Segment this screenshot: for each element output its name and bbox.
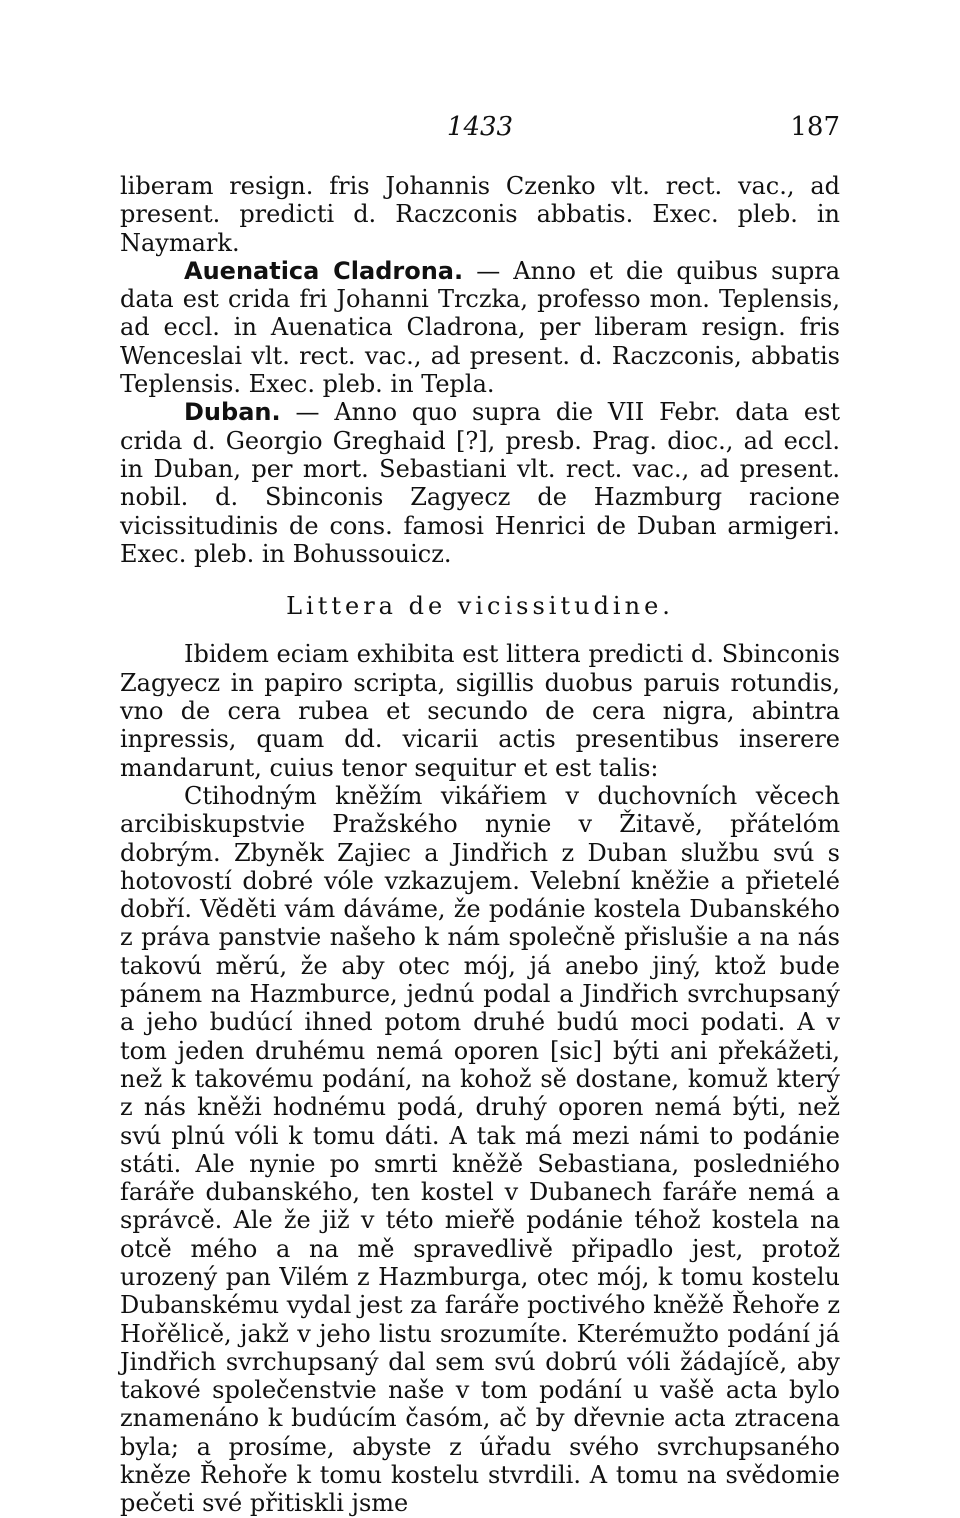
entry-heading-auenatica-cladrona: Auenatica Cladrona. bbox=[184, 256, 464, 285]
paragraph-ibidem: Ibidem eciam exhibita est littera predicti d. Sbinconis Zagyecz in papiro scripta, sigillis duobus paruis rotundis, vno de cera rubea et secundo de cera nigra, abintra inpressis, quam dd. vicarii actis presentibus inserere mandarunt, cuius tenor sequitur et est talis: bbox=[120, 640, 840, 782]
running-head-year: 1433 bbox=[446, 112, 514, 142]
body-text bbox=[120, 172, 840, 1518]
entry-text-duban: — Anno quo supra die VII Febr. data est crida d. Georgio Greghaid [?], presb. Prag. dioc., ad eccl. in Duban, per mort. Sebastiani vlt. rect. vac., ad present. nobil. d. Sbinconis Zagyecz de Hazmburg racione vicissitudinis de cons. famosi Henrici de Duban armigeri. Exec. pleb. in Bohussouicz. bbox=[120, 398, 840, 568]
paragraph-auenatica-cladrona bbox=[120, 257, 840, 398]
paragraph-duban bbox=[120, 398, 840, 568]
entry-heading-duban: Duban. bbox=[184, 398, 281, 427]
paragraph-letter-czech: Ctihodným kněžím vikářiem v duchovních věcech arcibiskupstvie Pražského nynie v Žitavě, přátelóm dobrým. Zbyněk Zajiec a Jindřich z Duban službu svú s hotovostí dobré vóle vzkazujem. Velební kněžie a přietelé dobří. Věděti vám dáváme, že podánie kostela Dubanského z práva panstvie našeho k nám společně přislušie a na nás takovú měrú, že aby otec mój, já anebo jiný, ktož bude pánem na Hazmburce, jednú podal a Jindřich svrchupsaný a jeho budúcí ihned potom druhé budú moci podati. A v tom jeden druhému nemá oporen [sic] býti ani překážeti, než k takovému podání, na kohož sě dostane, komuž který z nás kněži hodnému podá, druhý oporen nemá býti, než svú plnú vóli k tomu dáti. A tak má mezi námi to podánie státi. Ale nynie po smrti kněžě Sebastiana, posledniého faráře dubanského, ten kostel v Dubanech faráře nemá a správcě. Ale že již v této mieřě podánie téhož kostela na otcě mého a na mě spravedlivě připadlo jest, protož urozený pan Vilém z Hazmburga, otec mój, k tomu kostelu Dubanskému vydal jest za faráře poctivého kněžě Řehoře z Hořělicě, jakž v jeho listu srozumíte. Kterémužto podání já Jindřich svrchupsaný dal sem svú dobrú vóli žádajícě, aby takové společenstvie naše v tom podání u vašě acta bylo znamenáno k budúcím časóm, ač by dřevnie acta ztracena byla; a prosíme, abyste z úřadu svého svrchupsaného kněze Řehoře k tomu kostelu stvrdili. A tomu na svědomie pečeti své přitiskli jsme bbox=[120, 781, 840, 1518]
page-number: 187 bbox=[790, 112, 840, 142]
page-header bbox=[120, 112, 840, 152]
entry-text-auenatica-cladrona: — Anno et die quibus supra data est crida fri Johanni Trczka, professo mon. Teplensis, ad eccl. in Auenatica Cladrona, per liberam resign. fris Wenceslai vlt. rect. vac., ad present. d. Raczconis, abbatis Teplensis. Exec. pleb. in Tepla. bbox=[120, 256, 841, 399]
paragraph-naymark: liberam resign. fris Johannis Czenko vlt. rect. vac., ad present. predicti d. Raczconis abbatis. Exec. pleb. in Naymark. bbox=[120, 172, 840, 257]
section-title: Littera de vicissitudine. bbox=[286, 592, 674, 621]
